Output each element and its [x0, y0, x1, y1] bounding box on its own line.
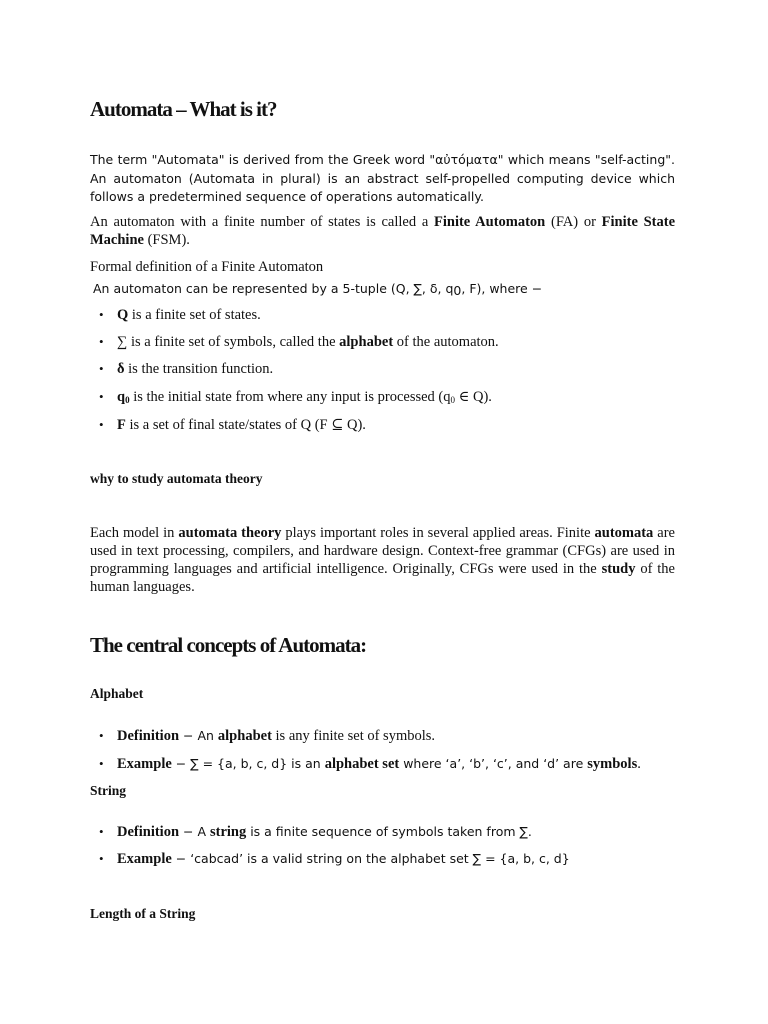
- bold-term: F: [117, 417, 126, 433]
- text: are used in text processing, compilers, and hardware design. Context-free grammar (CFGs) are used in programming languages and artificial intelligence. Originally, CFGs were used in the: [90, 525, 675, 577]
- list-item: [99, 306, 677, 324]
- text: of the automaton.: [393, 334, 499, 350]
- central-concepts-heading: The central concepts of Automata:: [90, 633, 367, 657]
- list-item: [99, 388, 677, 409]
- text: , F), where −: [461, 281, 543, 296]
- text: where ‘a’, ‘b’, ‘c’, and ‘d’ are: [399, 756, 588, 771]
- subscript: 0: [125, 395, 130, 405]
- bold-term: Q: [117, 307, 129, 323]
- bold-term: [117, 389, 130, 405]
- formal-definition-title: Formal definition of a Finite Automaton: [90, 259, 324, 275]
- text: is a finite sequence of symbols taken from ∑.: [246, 824, 532, 839]
- heading-what-is-automata: Automata – What is it?: [90, 97, 277, 121]
- bold-term: Example: [117, 756, 172, 772]
- length-of-string-heading: Length of a String: [90, 906, 196, 921]
- subscript: 0: [453, 283, 462, 298]
- text: of the human languages.: [90, 561, 675, 595]
- text: An automaton can be represented by a 5-tuple (Q, ∑, δ, q: [93, 281, 454, 296]
- text: − An: [179, 728, 218, 743]
- why-study-heading: why to study automata theory: [90, 471, 263, 486]
- bold-term: alphabet set: [324, 756, 400, 772]
- bullet-icon: •: [99, 361, 104, 376]
- list-item: [99, 823, 677, 841]
- bold-term: Finite State Machine: [90, 214, 676, 248]
- string-heading: String: [90, 783, 127, 798]
- list-item: [99, 755, 677, 773]
- bullet-icon: •: [99, 824, 104, 839]
- text: is the initial state from where any input is processed (q: [129, 389, 451, 405]
- text: − ‘cabcad’ is a valid string on the alphabet set ∑ = {a, b, c, d}: [171, 851, 570, 866]
- text: is a finite set of states.: [128, 307, 261, 323]
- list-item: [99, 333, 677, 351]
- bold-term: alphabet: [339, 334, 394, 350]
- text: ∑ is a finite set of symbols, called the: [117, 334, 340, 350]
- bold-term: alphabet: [217, 728, 272, 744]
- text: .: [637, 756, 641, 772]
- list-item: [99, 416, 677, 434]
- text: An automaton with a finite number of states is called a: [90, 214, 434, 230]
- intro-paragraph-2: [90, 213, 675, 249]
- bullet-icon: •: [99, 728, 104, 743]
- text: Each model in: [90, 525, 179, 541]
- text: − A: [179, 824, 210, 839]
- bullet-icon: •: [99, 756, 104, 771]
- text: (FA) or: [545, 214, 602, 230]
- bold-term: Definition: [117, 728, 180, 744]
- bold-term: Example: [117, 851, 172, 867]
- bullet-icon: •: [99, 389, 104, 404]
- intro-paragraph-1: The term "Automata" is derived from the Greek word "αὐτόματα" which means "self-acting". An automaton (Automata in plural) is an abstract self-propelled computing device which follows a predetermined sequence of operations automatically.: [90, 152, 675, 204]
- bold-term: string: [209, 824, 247, 840]
- text: ∈ Q).: [455, 389, 492, 405]
- text: q: [117, 389, 126, 405]
- bold-term: Definition: [117, 824, 180, 840]
- text: − ∑ = {a, b, c, d} is an: [171, 756, 325, 771]
- subscript: 0: [450, 395, 456, 405]
- list-item: [99, 850, 677, 868]
- bullet-icon: •: [99, 307, 104, 322]
- bullet-icon: •: [99, 417, 104, 432]
- why-study-paragraph: [90, 524, 675, 596]
- bold-term: automata theory: [178, 525, 282, 541]
- text: plays important roles in several applied areas. Finite: [281, 525, 595, 541]
- text: (FSM).: [143, 232, 190, 248]
- bold-term: symbols: [587, 756, 638, 772]
- alphabet-heading: Alphabet: [90, 686, 144, 701]
- text: is any finite set of symbols.: [271, 728, 436, 744]
- bullet-icon: •: [99, 851, 104, 866]
- bold-term: study: [601, 561, 636, 577]
- bold-term: automata: [594, 525, 654, 541]
- bullet-icon: •: [99, 334, 104, 349]
- text: is the transition function.: [124, 361, 274, 377]
- tuple-line: [93, 280, 678, 300]
- list-item: [99, 360, 677, 378]
- bold-term: δ: [117, 361, 125, 377]
- list-item: [99, 727, 677, 745]
- text: is a set of final state/states of Q (F ⊆ Q).: [125, 417, 366, 433]
- bold-term: Finite Automaton: [434, 214, 546, 230]
